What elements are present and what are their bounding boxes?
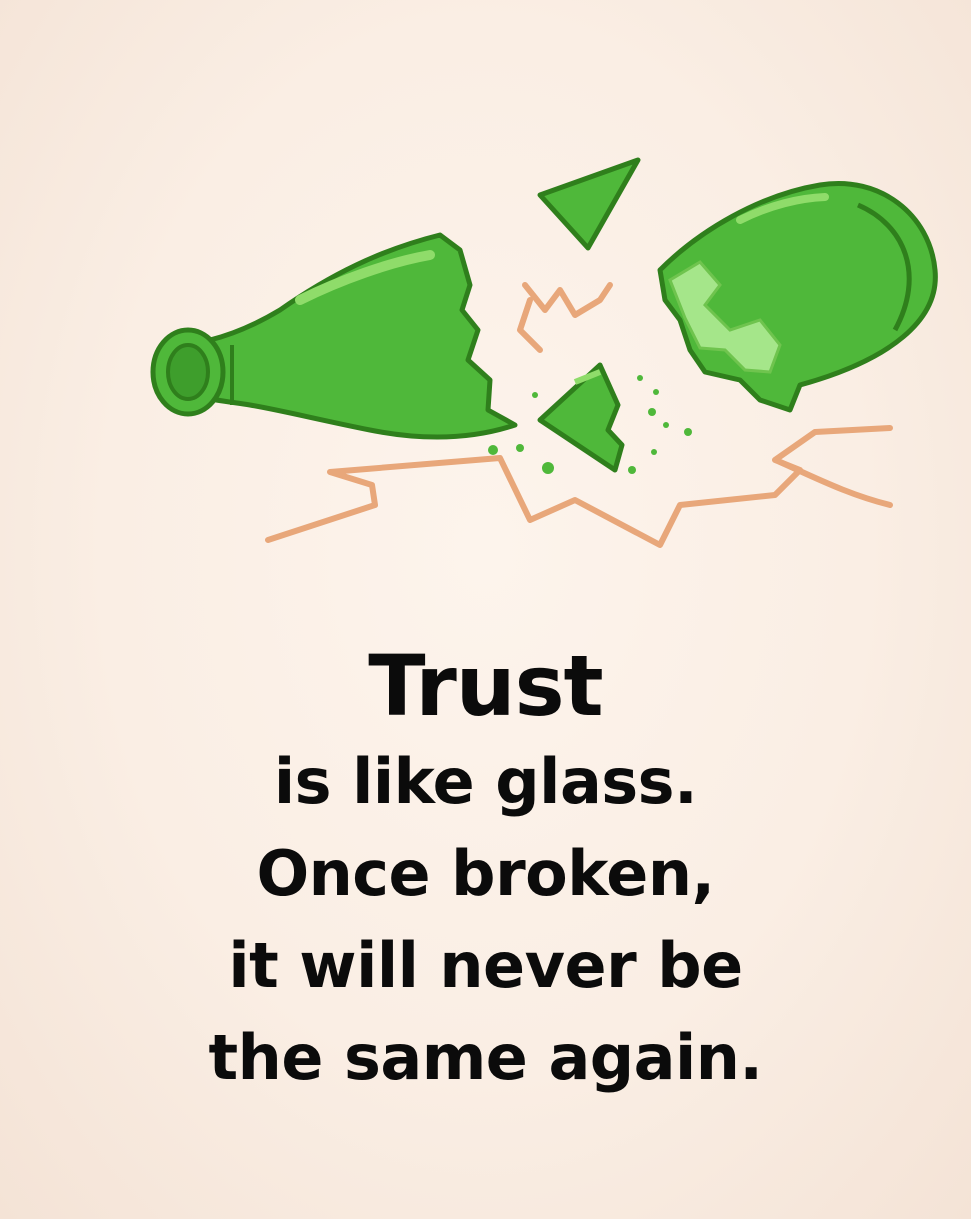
quote-line-3: it will never be [228, 929, 743, 1002]
bottle-neck-fragment [153, 235, 515, 437]
quote-line-1: is like glass. [273, 745, 698, 818]
glass-shards [540, 160, 638, 470]
quote-line-2: Once broken, [256, 837, 715, 910]
shard-top [540, 160, 638, 248]
trust-quote [0, 636, 971, 1104]
quote-line-4: the same again. [208, 1021, 763, 1094]
bottle-base-fragment [660, 183, 935, 410]
quote-headline: Trust [368, 637, 603, 735]
broken-bottle-illustration [0, 0, 971, 600]
